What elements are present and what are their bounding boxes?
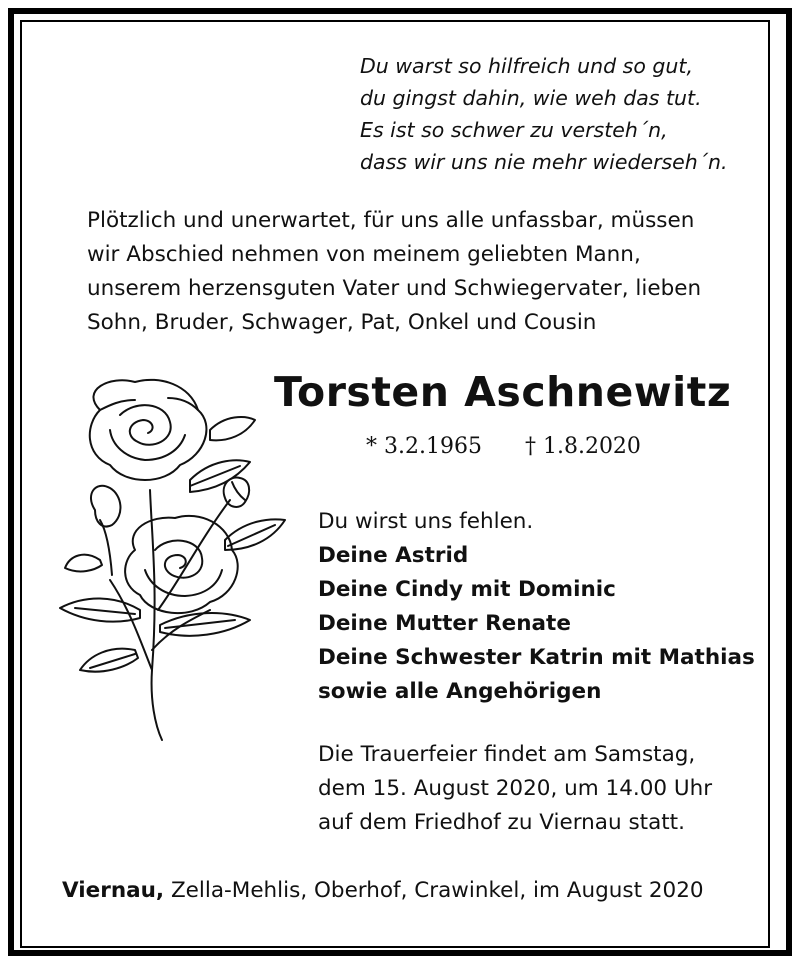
intro-line: wir Abschied nehmen von meinem geliebten Mann,: [87, 242, 641, 267]
ceremony-line: Die Trauerfeier findet am Samstag,: [318, 742, 696, 767]
intro-line: Sohn, Bruder, Schwager, Pat, Onkel und Cousin: [87, 310, 597, 335]
ceremony-line: auf dem Friedhof zu Viernau statt.: [318, 810, 685, 835]
intro-line: Plötzlich und unerwartet, für uns alle unfassbar, müssen: [87, 208, 695, 233]
mourners-list: [318, 505, 755, 709]
funeral-announcement: [318, 738, 712, 840]
intro-text: [87, 204, 767, 340]
death-date: † 1.8.2020: [524, 434, 641, 459]
poem-line: du gingst dahin, wie weh das tut.: [360, 86, 702, 110]
mourner-name: Deine Schwester Katrin mit Mathias: [318, 645, 755, 670]
footer-places: [62, 878, 704, 903]
ceremony-line: dem 15. August 2020, um 14.00 Uhr: [318, 776, 713, 801]
footer-place-bold: Viernau,: [62, 878, 165, 903]
birth-date: * 3.2.1965: [366, 434, 482, 459]
footer-places-rest: Zella-Mehlis, Oberhof, Crawinkel, im August 2020: [164, 878, 704, 903]
mourner-name: sowie alle Angehörigen: [318, 679, 602, 704]
poem-line: Es ist so schwer zu versteh´n,: [360, 118, 668, 142]
rose-bouquet-icon: [40, 370, 300, 750]
poem: [360, 50, 780, 178]
intro-line: unserem herzensguten Vater und Schwiegervater, lieben: [87, 276, 702, 301]
mourner-name: Deine Mutter Renate: [318, 611, 571, 636]
mourner-name: Deine Astrid: [318, 543, 469, 568]
deceased-name: Torsten Aschnewitz: [274, 368, 732, 416]
mourner-name: Deine Cindy mit Dominic: [318, 577, 616, 602]
poem-line: dass wir uns nie mehr wiederseh´n.: [360, 150, 728, 174]
life-dates: [366, 434, 641, 459]
poem-line: Du warst so hilfreich und so gut,: [360, 54, 693, 78]
mourners-intro: Du wirst uns fehlen.: [318, 509, 534, 534]
